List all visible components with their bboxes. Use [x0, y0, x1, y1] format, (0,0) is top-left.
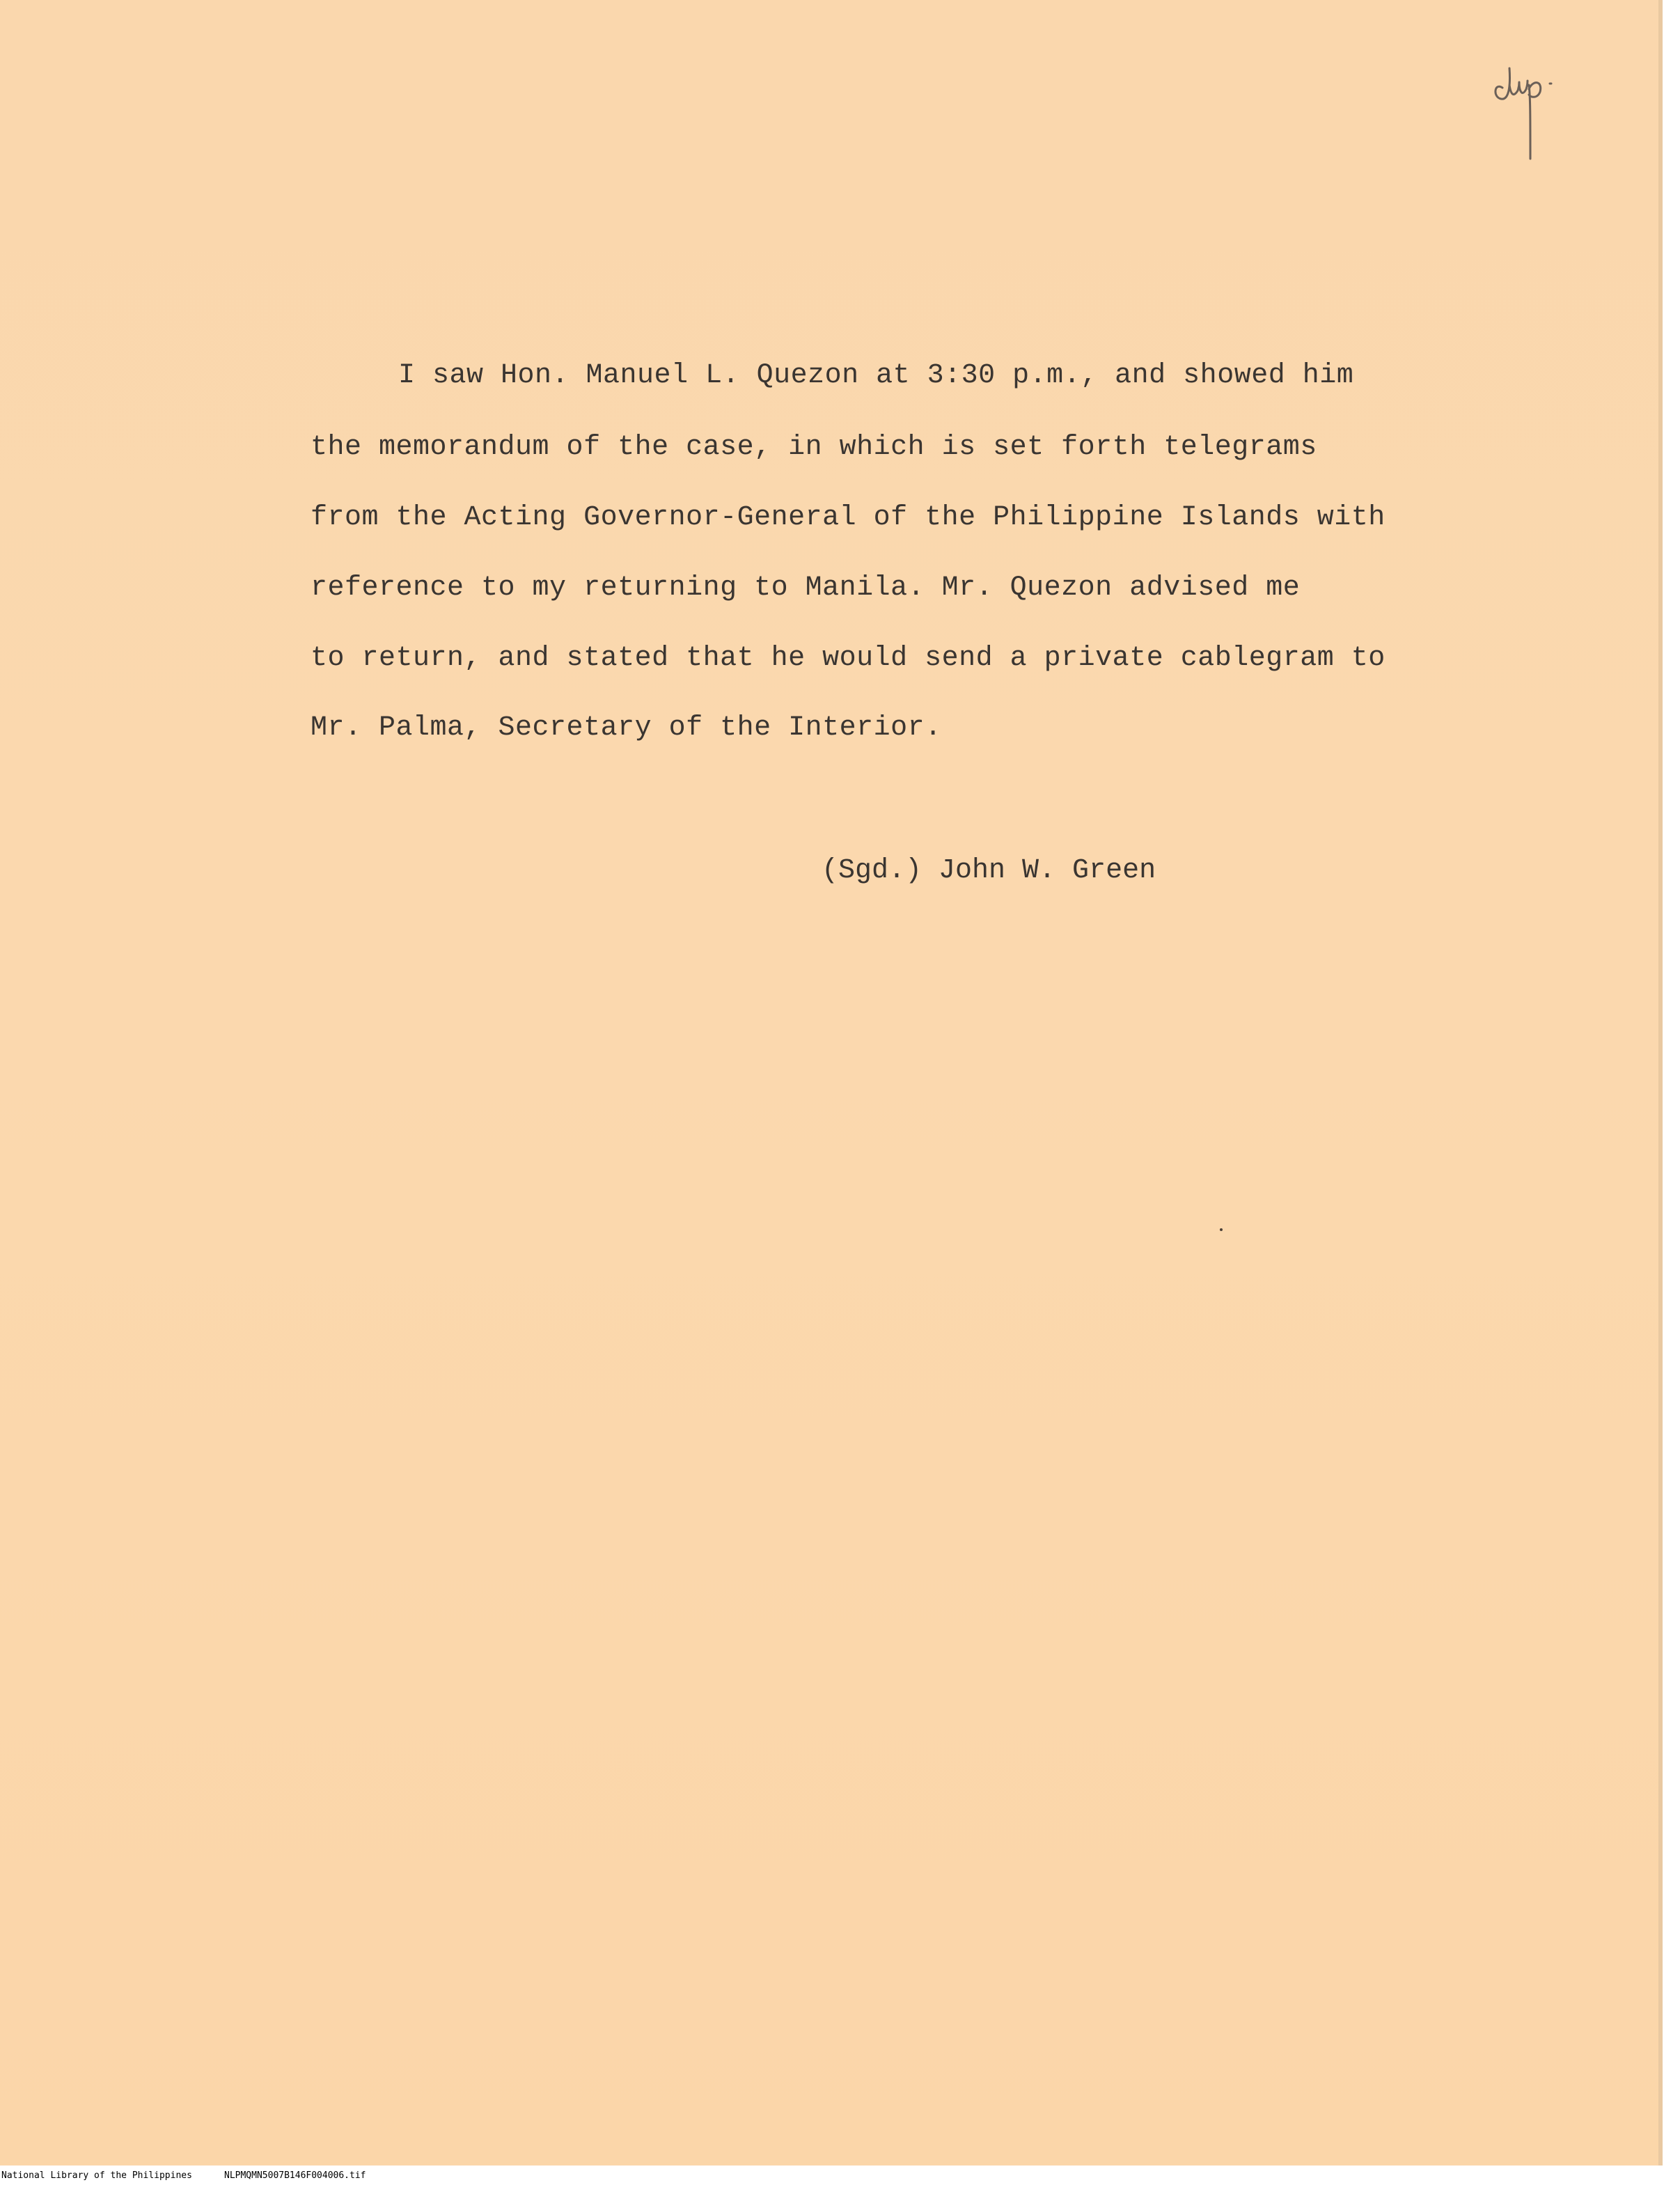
scan-margin: [1663, 0, 1680, 2166]
memo-line-4: reference to my returning to Manila. Mr. Quezon advised me: [311, 572, 1301, 604]
memo-line-5: to return, and stated that he would send a private cablegram to: [311, 643, 1385, 674]
memo-line-1: I saw Hon. Manuel L. Quezon at 3:30 p.m., and showed him: [398, 360, 1354, 391]
handwritten-note: [1490, 54, 1587, 173]
footer-filename: NLPMQMN5007B146F004006.tif: [224, 2170, 366, 2181]
memo-line-2: the memorandum of the case, in which is set forth telegrams: [311, 432, 1317, 463]
signature-line: (Sgd.) John W. Green: [822, 855, 1156, 886]
ink-speck: [1220, 1228, 1223, 1231]
footer-source: National Library of the Philippines: [1, 2170, 192, 2181]
memo-line-6: Mr. Palma, Secretary of the Interior.: [311, 712, 942, 744]
memo-line-3: from the Acting Governor-General of the Philippine Islands with: [311, 502, 1385, 533]
